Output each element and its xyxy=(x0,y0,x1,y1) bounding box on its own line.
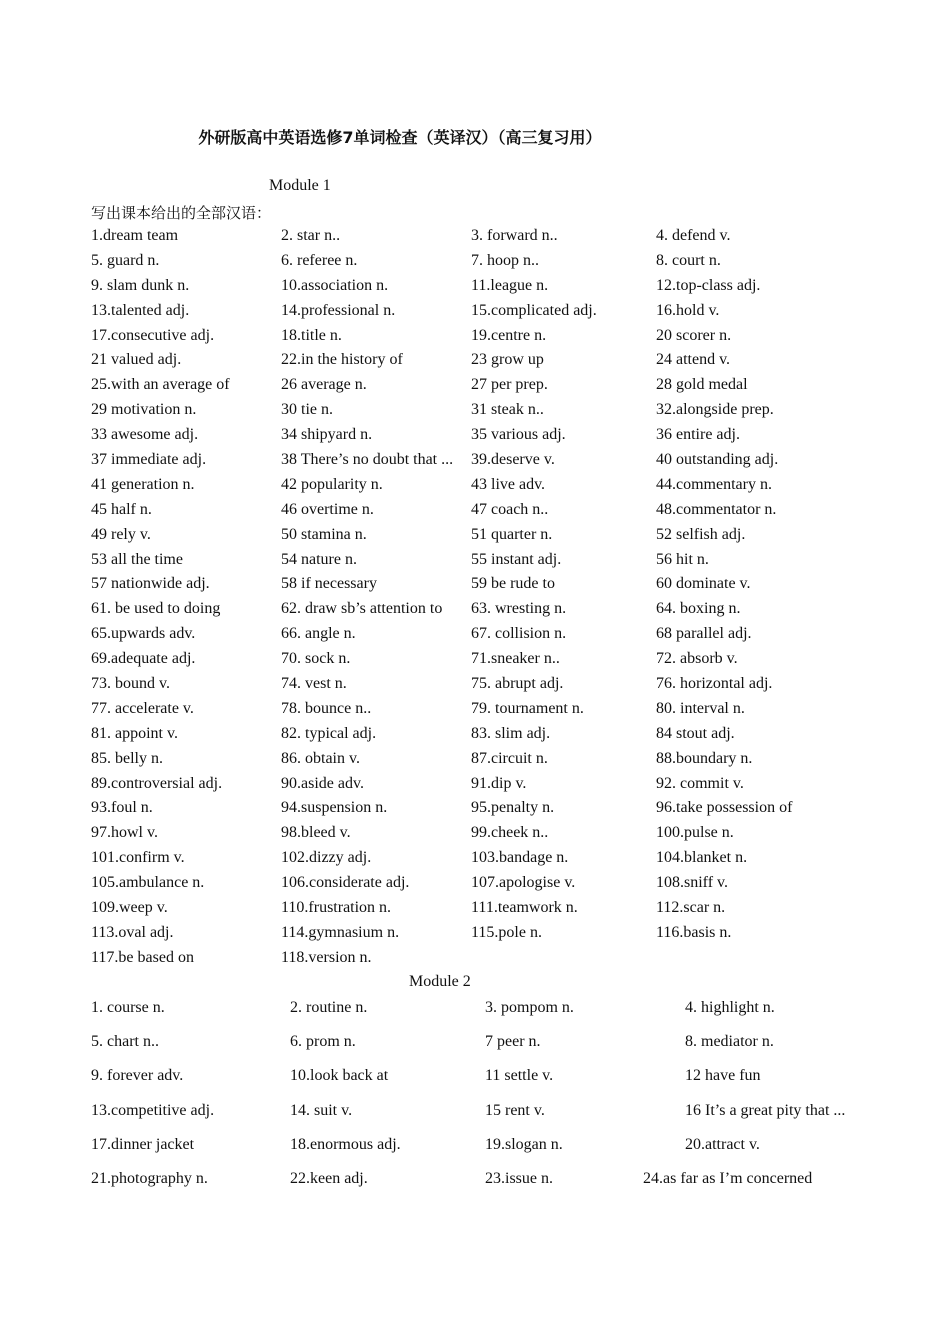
word-entry: 8. mediator n. xyxy=(685,1033,774,1051)
word-row xyxy=(91,1162,875,1196)
word-row xyxy=(91,448,856,473)
word-entry: 28 gold medal xyxy=(656,376,748,394)
module1-heading: Module 1 xyxy=(269,177,331,194)
word-entry: 79. tournament n. xyxy=(471,699,584,717)
word-entry: 87.circuit n. xyxy=(471,749,548,767)
word-row xyxy=(91,772,856,797)
module1-instruction: 写出课本给出的全部汉语： xyxy=(91,204,272,222)
page-title: 外研版高中英语选修7单词检查（英译汉）（高三复习用） xyxy=(198,128,602,147)
word-entry: 53 all the time xyxy=(91,550,183,568)
word-entry: 2. routine n. xyxy=(290,999,368,1016)
word-row xyxy=(91,821,856,846)
word-entry: 66. angle n. xyxy=(281,625,356,643)
word-entry: 35 various adj. xyxy=(471,426,566,444)
word-entry: 20.attract v. xyxy=(685,1135,760,1153)
word-entry: 43 live adv. xyxy=(471,475,546,493)
word-row xyxy=(91,1094,875,1128)
word-entry: 80. interval n. xyxy=(656,699,745,717)
word-entry xyxy=(471,946,656,971)
word-row xyxy=(91,1025,875,1059)
word-entry: 49 rely v. xyxy=(91,525,151,543)
word-entry: 83. slim adj. xyxy=(471,724,551,742)
word-entry: 10.association n. xyxy=(281,276,389,294)
word-entry: 62. draw sb’s attention to xyxy=(281,600,443,618)
word-entry: 101.confirm v. xyxy=(91,849,185,867)
word-entry: 33 awesome adj. xyxy=(91,426,199,444)
word-entry: 86. obtain v. xyxy=(281,749,360,767)
word-entry: 17.dinner jacket xyxy=(91,1135,195,1153)
word-row xyxy=(91,622,856,647)
word-entry xyxy=(656,946,856,971)
word-entry: 85. belly n. xyxy=(91,749,163,767)
word-entry: 65.upwards adv. xyxy=(91,625,196,643)
word-entry: 70. sock n. xyxy=(281,650,351,668)
word-entry: 81. appoint v. xyxy=(91,724,178,742)
word-entry: 56 hit n. xyxy=(656,550,709,568)
word-entry: 60 dominate v. xyxy=(656,575,751,593)
word-entry: 23.issue n. xyxy=(485,1169,553,1187)
word-entry: 5. guard n. xyxy=(91,251,160,269)
word-entry: 16 It’s a great pity that ... xyxy=(685,1101,846,1119)
word-entry: 24.as far as I’m concerned xyxy=(643,1169,813,1187)
word-entry: 12.top-class adj. xyxy=(656,276,761,294)
word-entry: 105.ambulance n. xyxy=(91,874,205,892)
word-entry: 47 coach n.. xyxy=(471,500,549,518)
word-entry: 64. boxing n. xyxy=(656,600,741,618)
word-entry: 88.boundary n. xyxy=(656,749,753,767)
word-row xyxy=(91,946,856,971)
word-row xyxy=(91,747,856,772)
word-entry: 22.in the history of xyxy=(281,351,403,369)
word-entry: 108.sniff v. xyxy=(656,874,728,892)
word-entry: 115.pole n. xyxy=(471,923,542,941)
word-entry: 17.consecutive adj. xyxy=(91,326,215,344)
word-entry: 46 overtime n. xyxy=(281,500,374,518)
word-row xyxy=(91,324,856,349)
word-entry: 63. wresting n. xyxy=(471,600,567,618)
word-entry: 106.considerate adj. xyxy=(281,874,410,892)
word-row xyxy=(91,722,856,747)
word-entry: 93.foul n. xyxy=(91,799,153,817)
word-row xyxy=(91,224,856,249)
word-entry: 11.league n. xyxy=(471,276,549,294)
word-entry: 8. court n. xyxy=(656,251,721,269)
word-entry: 94.suspension n. xyxy=(281,799,388,817)
word-entry: 116.basis n. xyxy=(656,923,732,941)
word-entry: 68 parallel adj. xyxy=(656,625,752,643)
word-entry: 107.apologise v. xyxy=(471,874,576,892)
word-row xyxy=(91,991,875,1025)
word-entry: 9. slam dunk n. xyxy=(91,276,190,294)
word-entry: 29 motivation n. xyxy=(91,401,197,419)
word-entry: 6. referee n. xyxy=(281,251,358,269)
word-row xyxy=(91,697,856,722)
word-row xyxy=(91,1059,875,1093)
word-entry: 14. suit v. xyxy=(290,1101,353,1119)
word-entry: 13.competitive adj. xyxy=(91,1101,215,1119)
word-entry: 58 if necessary xyxy=(281,575,377,593)
word-row xyxy=(91,423,856,448)
word-row xyxy=(91,846,856,871)
word-entry: 92. commit v. xyxy=(656,774,744,792)
word-entry: 23 grow up xyxy=(471,351,544,369)
word-entry: 7 peer n. xyxy=(485,1033,541,1051)
word-entry: 1.dream team xyxy=(91,227,179,244)
word-entry: 32.alongside prep. xyxy=(656,401,774,419)
word-entry: 97.howl v. xyxy=(91,824,158,842)
word-entry: 2. star n.. xyxy=(281,227,341,244)
word-entry: 11 settle v. xyxy=(485,1067,554,1085)
word-entry: 90.aside adv. xyxy=(281,774,364,792)
word-row xyxy=(91,274,856,299)
word-entry: 98.bleed v. xyxy=(281,824,351,842)
word-entry: 96.take possession of xyxy=(656,799,793,817)
word-row xyxy=(91,871,856,896)
word-entry: 109.weep v. xyxy=(91,899,168,917)
word-entry: 6. prom n. xyxy=(290,1033,356,1051)
word-entry: 59 be rude to xyxy=(471,575,555,593)
word-entry: 111.teamwork n. xyxy=(471,899,578,917)
word-entry: 39.deserve v. xyxy=(471,451,555,469)
word-entry: 27 per prep. xyxy=(471,376,548,394)
word-entry: 20 scorer n. xyxy=(656,326,732,344)
word-row xyxy=(91,1128,875,1162)
word-entry: 15 rent v. xyxy=(485,1101,545,1119)
word-entry: 48.commentator n. xyxy=(656,500,777,518)
word-entry: 67. collision n. xyxy=(471,625,567,643)
word-entry: 113.oval adj. xyxy=(91,923,174,941)
word-entry: 99.cheek n.. xyxy=(471,824,549,842)
word-row xyxy=(91,572,856,597)
word-row xyxy=(91,921,856,946)
word-entry: 104.blanket n. xyxy=(656,849,748,867)
word-entry: 78. bounce n.. xyxy=(281,699,372,717)
word-row xyxy=(91,398,856,423)
word-entry: 12 have fun xyxy=(685,1067,761,1085)
module1-word-table xyxy=(91,224,856,971)
word-entry: 18.enormous adj. xyxy=(290,1135,401,1153)
word-entry: 22.keen adj. xyxy=(290,1169,368,1187)
word-entry: 4. defend v. xyxy=(656,227,731,244)
word-entry: 21 valued adj. xyxy=(91,351,182,369)
word-entry: 102.dizzy adj. xyxy=(281,849,372,867)
word-entry: 14.professional n. xyxy=(281,301,396,319)
word-entry: 26 average n. xyxy=(281,376,367,394)
word-row xyxy=(91,896,856,921)
word-entry: 7. hoop n.. xyxy=(471,251,539,269)
word-row xyxy=(91,249,856,274)
word-entry: 5. chart n.. xyxy=(91,1033,159,1051)
word-entry: 76. horizontal adj. xyxy=(656,675,773,693)
word-row xyxy=(91,672,856,697)
word-entry: 37 immediate adj. xyxy=(91,451,207,469)
word-row xyxy=(91,523,856,548)
word-entry: 16.hold v. xyxy=(656,301,720,319)
word-entry: 71.sneaker n.. xyxy=(471,650,560,668)
word-entry: 3. pompom n. xyxy=(485,999,574,1016)
word-entry: 30 tie n. xyxy=(281,401,333,419)
module2-word-table xyxy=(91,991,875,1196)
word-row xyxy=(91,348,856,373)
word-entry: 19.centre n. xyxy=(471,326,547,344)
word-entry: 73. bound v. xyxy=(91,675,170,693)
word-entry: 82. typical adj. xyxy=(281,724,377,742)
word-entry: 55 instant adj. xyxy=(471,550,562,568)
word-entry: 74. vest n. xyxy=(281,675,347,693)
word-entry: 4. highlight n. xyxy=(685,999,775,1016)
word-row xyxy=(91,498,856,523)
word-entry: 91.dip v. xyxy=(471,774,527,792)
word-entry: 103.bandage n. xyxy=(471,849,569,867)
word-entry: 31 steak n.. xyxy=(471,401,544,419)
word-entry: 1. course n. xyxy=(91,999,165,1016)
word-entry: 52 selfish adj. xyxy=(656,525,746,543)
module2-heading: Module 2 xyxy=(409,973,471,990)
word-entry: 42 popularity n. xyxy=(281,475,383,493)
word-entry: 24 attend v. xyxy=(656,351,731,369)
word-entry: 118.version n. xyxy=(281,948,372,966)
word-entry: 38 There’s no doubt that ... xyxy=(281,451,454,469)
word-row xyxy=(91,796,856,821)
word-entry: 34 shipyard n. xyxy=(281,426,373,444)
word-entry: 112.scar n. xyxy=(656,899,726,917)
word-entry: 54 nature n. xyxy=(281,550,357,568)
word-entry: 117.be based on xyxy=(91,948,194,966)
word-entry: 84 stout adj. xyxy=(656,724,735,742)
word-row xyxy=(91,597,856,622)
word-entry: 114.gymnasium n. xyxy=(281,923,400,941)
word-entry: 57 nationwide adj. xyxy=(91,575,210,593)
word-entry: 36 entire adj. xyxy=(656,426,740,444)
word-entry: 9. forever adv. xyxy=(91,1067,184,1085)
word-entry: 110.frustration n. xyxy=(281,899,392,917)
word-row xyxy=(91,548,856,573)
word-entry: 10.look back at xyxy=(290,1067,389,1085)
word-entry: 40 outstanding adj. xyxy=(656,451,779,469)
word-entry: 95.penalty n. xyxy=(471,799,555,817)
word-entry: 51 quarter n. xyxy=(471,525,553,543)
word-entry: 75. abrupt adj. xyxy=(471,675,564,693)
word-row xyxy=(91,473,856,498)
word-row xyxy=(91,299,856,324)
word-entry: 77. accelerate v. xyxy=(91,699,194,717)
word-entry: 69.adequate adj. xyxy=(91,650,196,668)
word-entry: 18.title n. xyxy=(281,326,342,344)
word-entry: 61. be used to doing xyxy=(91,600,221,618)
word-entry: 13.talented adj. xyxy=(91,301,190,319)
word-entry: 19.slogan n. xyxy=(485,1135,563,1153)
word-entry: 3. forward n.. xyxy=(471,227,558,244)
word-entry: 50 stamina n. xyxy=(281,525,367,543)
word-entry: 89.controversial adj. xyxy=(91,774,223,792)
word-entry: 41 generation n. xyxy=(91,475,195,493)
word-entry: 45 half n. xyxy=(91,500,152,518)
word-row xyxy=(91,373,856,398)
word-row xyxy=(91,647,856,672)
word-entry: 25.with an average of xyxy=(91,376,230,394)
word-entry: 21.photography n. xyxy=(91,1169,208,1187)
word-entry: 44.commentary n. xyxy=(656,475,772,493)
word-entry: 72. absorb v. xyxy=(656,650,738,668)
word-entry: 15.complicated adj. xyxy=(471,301,597,319)
word-entry: 100.pulse n. xyxy=(656,824,734,842)
